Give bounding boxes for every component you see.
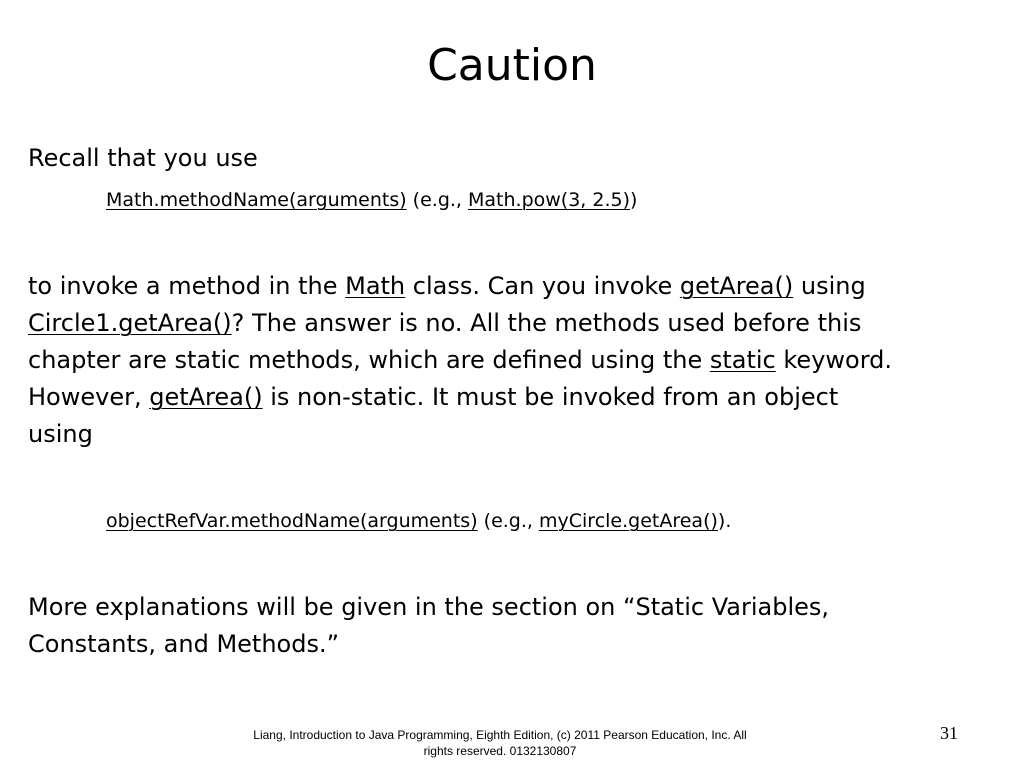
code-math-class: Math [345, 272, 406, 300]
code-instance-method: objectRefVar.methodName(arguments) [106, 510, 478, 532]
code-getarea: getArea() [679, 272, 794, 300]
text-run: using [28, 420, 93, 448]
footer-line: Liang, Introduction to Java Programming, Eighth Edition, (c) 2011 Pearson Education, Inc. All [253, 728, 747, 742]
paragraph-recall [28, 140, 258, 177]
example-prefix: (e.g., [406, 189, 469, 211]
text-run: Constants, and Methods.” [28, 630, 340, 658]
paragraph-line [28, 589, 829, 626]
paragraph-line [28, 416, 93, 453]
text-run: using [793, 272, 866, 300]
text-run: keyword. [775, 346, 893, 374]
text-run: chapter are static methods, which are defined using the [28, 346, 710, 374]
code-static-method: Math.methodName(arguments) [106, 189, 407, 211]
slide-number: 31 [940, 723, 958, 743]
code-static-keyword: static [709, 346, 776, 374]
example-suffix: ) [630, 189, 638, 211]
paragraph-line [28, 305, 861, 342]
example-prefix: (e.g., [477, 510, 539, 532]
text-run: More explanations will be given in the section on “Static Variables, [28, 593, 830, 621]
text-run: ? The answer is no. All the methods used before this [231, 309, 862, 337]
paragraph-line [28, 626, 339, 663]
code-math-pow: Math.pow(3, 2.5) [468, 189, 631, 211]
example-instance-call [106, 507, 731, 535]
paragraph-line [28, 342, 892, 379]
text-run: to invoke a method in the [28, 272, 346, 300]
text-run: is non-static. It must be invoked from an object [262, 383, 839, 411]
paragraph-line [28, 268, 866, 305]
paragraph-line [28, 379, 838, 416]
text-run: However, [28, 383, 150, 411]
example-static-call [106, 186, 637, 214]
code-mycircle-getarea: myCircle.getArea() [539, 510, 718, 532]
slide-footer [190, 727, 810, 759]
paragraph-text: Recall that you use [28, 144, 258, 172]
example-suffix: ). [717, 510, 732, 532]
footer-line: rights reserved. 0132130807 [423, 744, 577, 758]
text-run: class. Can you invoke [405, 272, 680, 300]
slide-title: Caution [427, 40, 597, 91]
code-circle-getarea: Circle1.getArea() [28, 309, 232, 337]
code-getarea: getArea() [149, 383, 263, 411]
